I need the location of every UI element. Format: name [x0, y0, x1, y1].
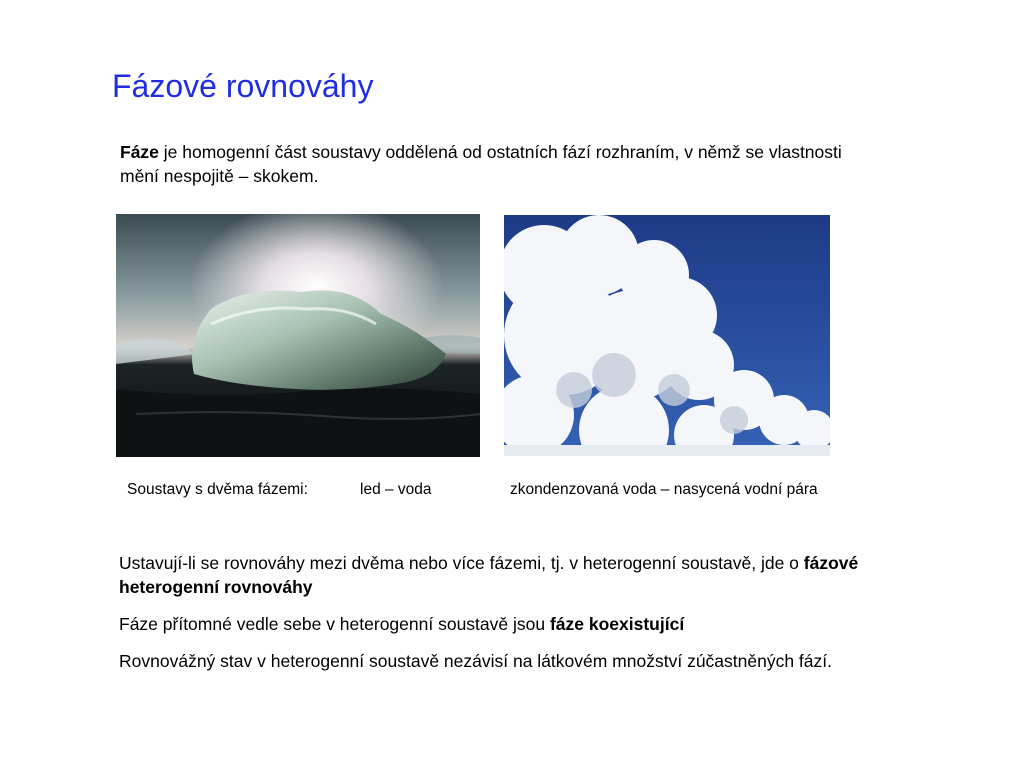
definition-text: je homogenní část soustavy oddělená od ostatních fází rozhraním, v němž se vlastnosti mění nespojitě – skokem.	[120, 142, 842, 186]
paragraph-heterogeneous-equilibrium	[119, 551, 899, 599]
caption-lead: Soustavy s dvěma fázemi:	[127, 481, 308, 498]
caption-cloud: zkondenzovaná voda – nasycená vodní pára	[510, 481, 818, 498]
paragraph-coexisting-phases	[119, 612, 899, 636]
p2-text: Fáze přítomné vedle sebe v heterogenní soustavě jsou	[119, 614, 550, 634]
phase-definition	[120, 140, 880, 188]
definition-term: Fáze	[120, 142, 159, 162]
p1-text: Ustavují-li se rovnováhy mezi dvěma nebo více fázemi, tj. v heterogenní soustavě, jde o	[119, 553, 804, 573]
paragraph-equilibrium-state: Rovnovážný stav v heterogenní soustavě nezávisí na látkovém množství zúčastněných fází.	[119, 651, 833, 671]
slide-title: Fázové rovnováhy	[112, 68, 374, 104]
p1-bold: fázové heterogenní rovnováhy	[119, 553, 859, 597]
ice-water-photo	[116, 214, 480, 457]
caption-ice-water: led – voda	[360, 481, 432, 498]
p2-bold: fáze koexistující	[549, 614, 685, 634]
cloud-photo	[504, 215, 830, 456]
